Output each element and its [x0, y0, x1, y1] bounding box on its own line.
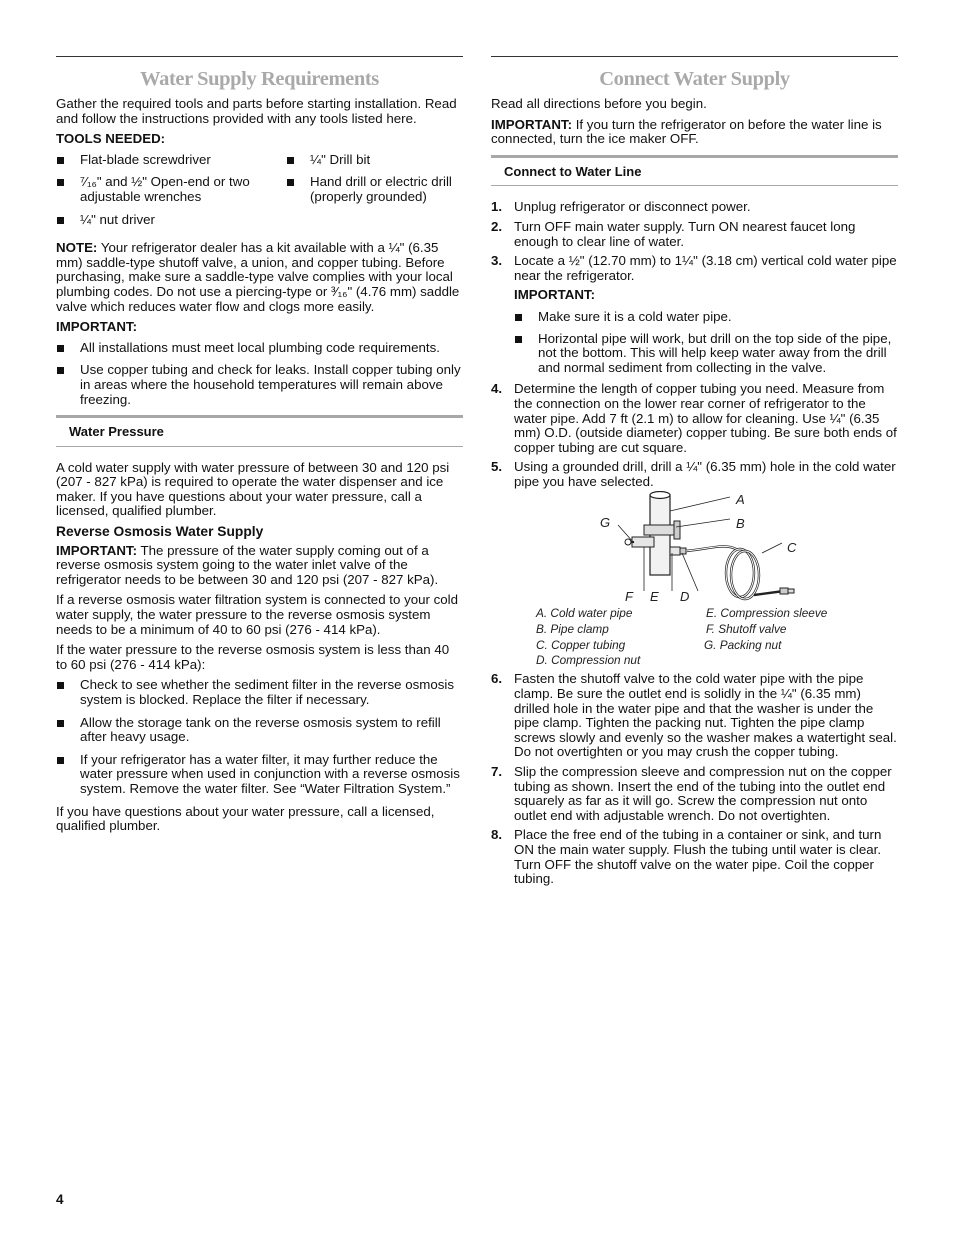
callout-c: C [787, 540, 797, 556]
bullet-square-icon [57, 757, 64, 764]
section-title-water-supply-requirements: Water Supply Requirements [140, 68, 379, 90]
callout-f: F [625, 589, 633, 605]
legend-b: B. Pipe clamp [536, 622, 609, 637]
left-column [56, 56, 463, 840]
step-item: 8. Place the free end of the tubing in a container or sink, and turn ON the main water supply. Flush the tubing until water is clear. Turn OFF the shutoff valve on the water pipe. Coil the copper tubing. [491, 827, 882, 887]
shutoff-valve-diagram [514, 491, 898, 666]
tool-item: ¼" Drill bit [286, 153, 463, 168]
note-paragraph: NOTE: Your refrigerator dealer has a kit available with a ¼" (6.35 mm) saddle-type shutoff valve, a union, and copper tubing. Before purchasing, make sure a saddle-type valve complies with your local plumbing codes. Do not use a piercing-type or ³⁄₁₆" (4.76 mm) saddle valve which reduces water flow and clogs more easily. [56, 240, 460, 314]
step-item: 1. Unplug refrigerator or disconnect power. [491, 199, 751, 215]
tool-item: Hand drill or electric drill (properly grounded) [286, 175, 463, 204]
right-column [491, 56, 898, 892]
ro-heading: Reverse Osmosis Water Supply [56, 524, 264, 540]
ro-important-paragraph: IMPORTANT: The pressure of the water supply coming out of a reverse osmosis system going to the water inlet valve of the refrigerator needs to be between 30 and 120 psi (207 - 827 kPa). [56, 542, 439, 587]
step-item: 5. Using a grounded drill, drill a ¼" (6.35 mm) hole in the cold water pipe you have selected. A B C G F E D A. Cold water pipe B. Pipe clamp C. Copper tubing D. Compression nut E. Compression sleeve F. Shutoff valve G. Packing nut [491, 460, 898, 666]
legend-e: E. Compression sleeve [706, 606, 828, 621]
list-item: Check to see whether the sediment filter in the reverse osmosis system is blocked. Replace the filter if necessary. [56, 678, 463, 707]
bullet-square-icon [515, 336, 522, 343]
callout-b: B [736, 516, 745, 532]
legend-g: G. Packing nut [704, 638, 782, 653]
bullet-square-icon [57, 682, 64, 689]
right-intro: Read all directions before you begin. [491, 96, 707, 111]
bullet-square-icon [287, 157, 294, 164]
ro-paragraph-3: If the water pressure to the reverse osmosis system is less than 40 to 60 psi (276 - 414 kPa): [56, 642, 450, 672]
tool-item: Flat-blade screwdriver [56, 153, 286, 168]
bullet-square-icon [57, 217, 64, 224]
step3-list [514, 310, 898, 375]
step-item: 3. Locate a ½" (12.70 mm) to 1¼" (3.18 cm) vertical cold water pipe near the refrigerator. IMPORTANT: Make sure it is a cold water pipe. Horizontal pipe will work, but drill on the top side of the pipe, not the bottom. This will help keep water away from the drill and normal sediment from collecting in the valve. [491, 253, 897, 375]
bullet-square-icon [57, 345, 64, 352]
callout-e: E [650, 589, 659, 605]
bullet-square-icon [287, 179, 294, 186]
callout-d: D [680, 589, 690, 605]
right-important-paragraph: IMPORTANT: If you turn the refrigerator on before the water line is connected, turn the ice maker OFF. [491, 116, 882, 147]
step-item: 7. Slip the compression sleeve and compression nut on the copper tubing as shown. Insert the end of the tubing into the outlet end squarely as far as it will go. Screw the compression nut onto outlet end with adjustable wrench. Do not overtighten. [491, 764, 892, 823]
bullet-square-icon [57, 179, 64, 186]
step-item: 6. Fasten the shutoff valve to the cold water pipe with the pipe clamp. Be sure the outlet end is solidly in the ¼" (6.35 mm) drilled hole in the water pipe and that the washer is under the pipe clamp. Tighten the packing nut. Tighten the pipe clamp screws slowly and evenly so the washer makes a watertight seal. Do not overtighten or you may crush the copper tubing. [491, 671, 897, 760]
step3-important-heading: IMPORTANT: [514, 287, 596, 303]
subsection-bar-connect-to-water-line: Connect to Water Line [491, 155, 898, 187]
intro-paragraph: Gather the required tools and parts before starting installation. Read and follow the instructions provided with any tools listed here. [56, 96, 457, 126]
step-item: 2. Turn OFF main water supply. Turn ON nearest faucet long enough to clear line of water. [491, 218, 856, 249]
tools-heading: TOOLS NEEDED: [56, 131, 166, 147]
steps-list [491, 200, 898, 886]
important-heading: IMPORTANT: [56, 319, 138, 335]
valve-illustration-icon [614, 491, 814, 611]
step-item: 4. Determine the length of copper tubing you need. Measure from the connection on the lower rear corner of refrigerator to the water pipe. Add 7 ft (2.1 m) to allow for cleaning. Use ¼" (6.35 mm) O.D. (outside diameter) copper tubing. Be sure both ends of copper tubing are cut square. [491, 381, 897, 455]
bullet-square-icon [515, 314, 522, 321]
callout-g: G [600, 515, 611, 531]
bullet-square-icon [57, 157, 64, 164]
ro-paragraph-2: If a reverse osmosis water filtration system is connected to your cold water supply, the water pressure to the reverse osmosis system needs to be a minimum of 40 to 60 psi (276 - 414 kPa). [56, 592, 459, 637]
legend-c: C. Copper tubing [536, 638, 626, 653]
bullet-square-icon [57, 720, 64, 727]
list-item: Use copper tubing and check for leaks. Install copper tubing only in areas where the household temperatures will remain above freezing. [56, 363, 463, 407]
list-item: All installations must meet local plumbing code requirements. [56, 341, 463, 356]
tool-item: ¼" nut driver [56, 213, 286, 228]
list-item: Allow the storage tank on the reverse osmosis system to refill after heavy usage. [56, 716, 463, 745]
legend-f: F. Shutoff valve [706, 622, 787, 637]
tool-item: ⁷⁄₁₆" and ½" Open-end or two adjustable wrenches [56, 175, 286, 204]
top-rule-right [491, 56, 898, 57]
closing-paragraph: If you have questions about your water pressure, call a licensed, qualified plumber. [56, 803, 435, 834]
important-list [56, 341, 463, 407]
list-item: Make sure it is a cold water pipe. [514, 310, 898, 325]
page-number: 4 [56, 1192, 64, 1207]
legend-a: A. Cold water pipe [536, 606, 633, 621]
list-item: Horizontal pipe will work, but drill on the top side of the pipe, not the bottom. This will help keep water away from the drill and normal sediment from collecting in the valve. [514, 332, 898, 376]
subsection-bar-water-pressure: Water Pressure [56, 415, 463, 447]
bullet-square-icon [57, 367, 64, 374]
water-pressure-paragraph: A cold water supply with water pressure of between 30 and 120 psi (207 - 827 kPa) is required to operate the water dispenser and ice maker. If you have questions about your water pressure, call a licensed, qualified plumber. [56, 459, 450, 519]
top-rule-left [56, 56, 463, 57]
callout-a: A [736, 492, 745, 508]
legend-d: D. Compression nut [536, 653, 641, 668]
ro-list [56, 678, 463, 796]
tools-list [56, 153, 463, 235]
section-title-connect-water-supply: Connect Water Supply [599, 68, 790, 90]
list-item: If your refrigerator has a water filter, it may further reduce the water pressure when used in conjunction with a reverse osmosis system. Remove the water filter. See “Water Filtration System.” [56, 753, 463, 797]
